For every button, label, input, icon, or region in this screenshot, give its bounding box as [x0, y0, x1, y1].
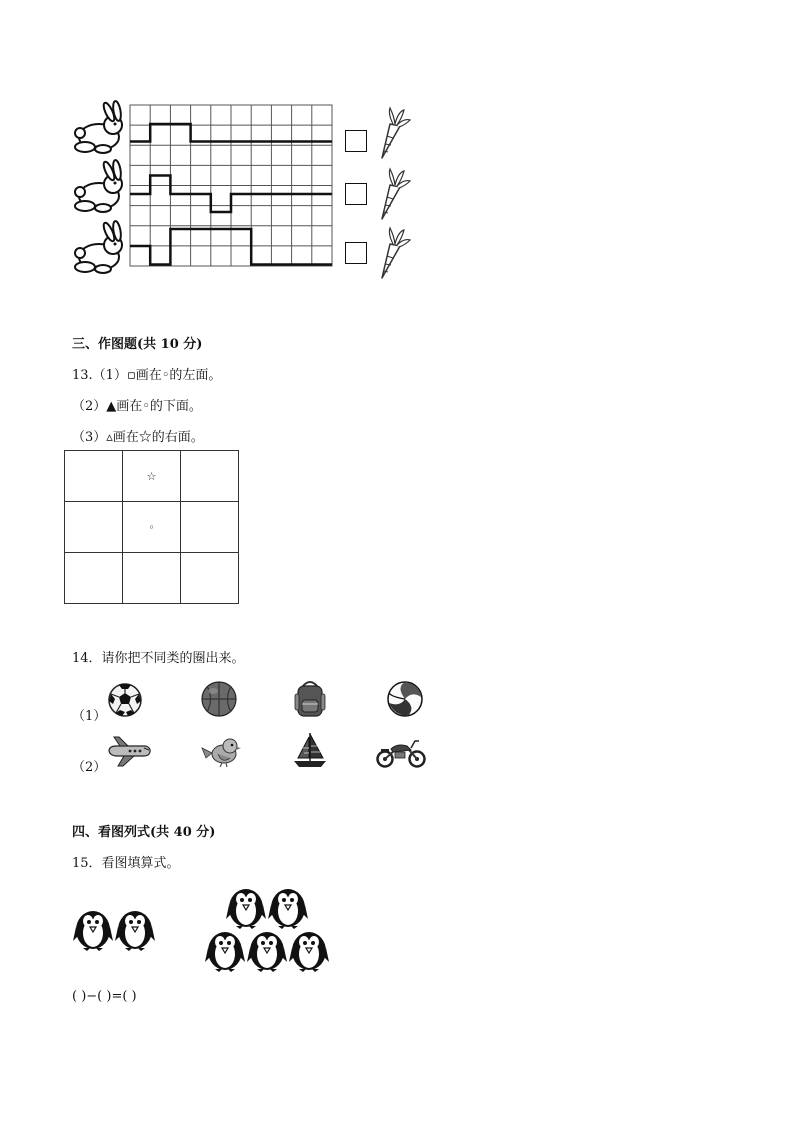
- penguin-illustration: [64, 880, 344, 975]
- q13-line-1: 13.（1）▫画在◦的左面。: [72, 368, 222, 383]
- sailboat-icon[interactable]: [292, 731, 328, 769]
- carrot-icon: [382, 108, 410, 158]
- path-grid: [130, 105, 332, 266]
- q13-line-2: （2）▲画在◦的下面。: [72, 399, 202, 414]
- answer-box-3[interactable]: [345, 242, 367, 264]
- q14-prompt: 14．请你把不同类的圈出来。: [72, 651, 245, 666]
- rabbit-path-puzzle: [70, 100, 420, 275]
- grid-cell[interactable]: [65, 451, 123, 502]
- grid-cell[interactable]: [65, 553, 123, 604]
- grid-cell[interactable]: [181, 502, 239, 553]
- grid-cell[interactable]: [123, 553, 181, 604]
- grid-cell[interactable]: [65, 502, 123, 553]
- penguin-icon: [73, 911, 113, 951]
- q15-prompt: 15．看图填算式。: [72, 856, 180, 871]
- penguin-icon: [247, 932, 287, 972]
- grid-cell-star[interactable]: ☆: [123, 451, 181, 502]
- grid-cell[interactable]: [181, 553, 239, 604]
- airplane-icon[interactable]: [106, 736, 152, 768]
- rabbit-icon: [75, 221, 122, 273]
- q14-row2-label: （2）: [72, 760, 107, 775]
- basketball-icon[interactable]: [200, 681, 238, 717]
- bird-icon[interactable]: [200, 736, 242, 768]
- rabbit-path-svg: [70, 100, 420, 275]
- grid-cell[interactable]: [181, 451, 239, 502]
- equation-blanks[interactable]: ( )−( )=( ): [72, 989, 137, 1004]
- penguin-icon: [289, 932, 329, 972]
- penguin-icon: [226, 889, 266, 929]
- penguin-icon: [205, 932, 245, 972]
- motorcycle-icon[interactable]: [375, 738, 427, 768]
- answer-box-2[interactable]: [345, 183, 367, 205]
- penguin-icon: [268, 889, 308, 929]
- drawing-grid: [64, 450, 239, 604]
- carrot-icon: [382, 169, 410, 219]
- soccer-ball-icon[interactable]: [106, 682, 144, 718]
- rabbit-icon: [75, 101, 122, 153]
- grid-cell-circle[interactable]: ◦: [123, 502, 181, 553]
- penguin-icon: [115, 911, 155, 951]
- answer-box-1[interactable]: [345, 130, 367, 152]
- backpack-icon[interactable]: [294, 680, 326, 718]
- carrot-icon: [382, 228, 410, 278]
- rabbit-icon: [75, 160, 122, 212]
- q13-line-3: （3）▵画在☆的右面。: [72, 430, 204, 445]
- volleyball-icon[interactable]: [386, 681, 424, 717]
- section3-title: 三、作图题(共 10 分): [72, 337, 203, 352]
- section4-title: 四、看图列式(共 40 分): [72, 825, 216, 840]
- q14-row1-label: （1）: [72, 709, 107, 724]
